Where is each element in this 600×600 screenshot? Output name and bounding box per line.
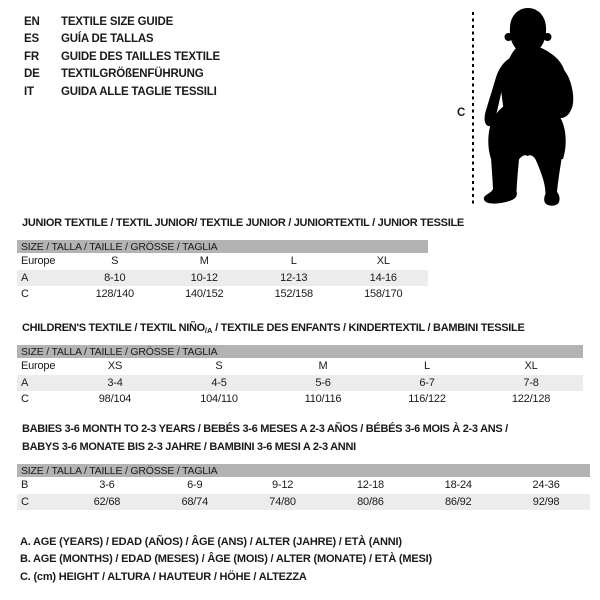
cell: XL (524, 360, 538, 373)
table-row (17, 286, 428, 303)
cell: M (199, 255, 209, 268)
language-code: FR (24, 50, 39, 63)
cell: XS (107, 360, 123, 373)
language-code: IT (24, 85, 34, 98)
language-title: GUÍA DE TALLAS (61, 33, 154, 46)
cell: S (111, 255, 119, 268)
cell: 140/152 (185, 288, 224, 301)
row-label: C (21, 393, 29, 406)
cell: 24-36 (532, 479, 560, 492)
cell: 3-6 (99, 479, 115, 492)
table-header-row (17, 240, 428, 253)
title-part: CHILDREN'S TEXTILE / TEXTIL NIÑO (22, 322, 205, 334)
cell: 6-7 (375, 375, 479, 392)
cell: 128/140 (95, 288, 134, 301)
cell: 14-16 (339, 270, 429, 287)
table-row (17, 477, 590, 494)
cell: 92/98 (502, 494, 590, 511)
language-code: EN (24, 15, 40, 28)
cell: 4-5 (167, 375, 271, 392)
table-row (17, 270, 428, 287)
size-header-cell: SIZE / TALLA / TAILLE / GRÖSSE / TAGLIA (17, 464, 590, 477)
children-table-title (22, 320, 525, 340)
table-row (17, 358, 583, 375)
legend-line-b: B. AGE (MONTHS) / EDAD (MESES) / ÂGE (MOIS) / ALTER (MONATE) / ETÀ (MESI) (20, 553, 432, 566)
cell: 80/86 (326, 494, 414, 511)
language-title: TEXTILE SIZE GUIDE (61, 15, 174, 28)
cell: 10-12 (160, 270, 250, 287)
row-label: A (17, 375, 63, 392)
language-code: DE (24, 68, 40, 81)
title-line: BABIES 3-6 MONTH TO 2-3 YEARS / BEBÉS 3-6 MESES A 2-3 AÑOS / BÉBÉS 3-6 MOIS À 2-3 ANS / (22, 423, 508, 435)
table-header-row (17, 345, 583, 358)
cell: 6-9 (187, 479, 203, 492)
table-row (17, 253, 428, 270)
cell: 158/170 (364, 288, 403, 301)
row-label: A (17, 270, 70, 287)
language-title-list (24, 13, 220, 101)
measurement-legend (20, 534, 432, 586)
cell: L (290, 255, 297, 268)
baby-silhouette-icon (484, 8, 573, 206)
children-size-table (17, 345, 583, 408)
cell: 5-6 (271, 375, 375, 392)
height-measure-label: C (457, 107, 466, 119)
cell: 152/158 (274, 288, 313, 301)
language-title: GUIDA ALLE TAGLIE TESSILI (61, 85, 217, 98)
title-subscript: /A (204, 326, 213, 335)
language-row (24, 13, 220, 31)
row-label: B (21, 479, 29, 492)
title-part: / TEXTILE DES ENFANTS / KINDERTEXTIL / BAMBINI TESSILE (212, 322, 525, 334)
cell: L (424, 360, 430, 373)
cell: 116/122 (408, 393, 446, 406)
row-label: Europe (21, 360, 56, 373)
cell: 74/80 (239, 494, 327, 511)
row-label: C (17, 494, 63, 511)
babies-size-table (17, 464, 590, 510)
cell: 8-10 (70, 270, 160, 287)
cell: 122/128 (511, 393, 551, 406)
language-row (24, 31, 220, 49)
table-header-row (17, 464, 590, 477)
table-row (17, 375, 583, 392)
language-row (24, 48, 220, 66)
size-header-cell: SIZE / TALLA / TAILLE / GRÖSSE / TAGLIA (17, 345, 583, 358)
cell: 68/74 (151, 494, 239, 511)
size-header-cell: SIZE / TALLA / TAILLE / GRÖSSE / TAGLIA (17, 240, 428, 253)
cell: 12-13 (249, 270, 339, 287)
row-label: Europe (21, 255, 56, 268)
cell: 7-8 (479, 375, 583, 392)
language-title: TEXTILGRÖßENFÜHRUNG (61, 68, 204, 81)
cell: 3-4 (63, 375, 167, 392)
legend-line-a: A. AGE (YEARS) / EDAD (AÑOS) / ÂGE (ANS) / ALTER (JAHRE) / ETÀ (ANNI) (20, 536, 402, 548)
title-line: BABYS 3-6 MONATE BIS 2-3 JAHRE / BAMBINI 3-6 MESI A 2-3 ANNI (22, 440, 356, 453)
baby-silhouette-figure (450, 0, 600, 215)
cell: 18-24 (444, 479, 472, 492)
cell: 9-12 (271, 479, 294, 492)
cell: S (215, 360, 223, 373)
junior-size-table (17, 240, 428, 303)
cell: 104/110 (200, 393, 238, 406)
language-row (24, 83, 220, 101)
cell: XL (376, 255, 390, 268)
babies-table-title (22, 421, 508, 456)
junior-table-title: JUNIOR TEXTILE / TEXTIL JUNIOR/ TEXTILE JUNIOR / JUNIORTEXTIL / JUNIOR TESSILE (22, 217, 464, 229)
cell: 62/68 (63, 494, 151, 511)
row-label: C (21, 288, 29, 301)
cell: 110/116 (304, 393, 342, 406)
cell: 86/92 (414, 494, 502, 511)
cell: M (318, 360, 328, 373)
legend-line-c: C. (cm) HEIGHT / ALTURA / HAUTEUR / HÖHE / ALTEZZA (20, 570, 307, 583)
table-row (17, 391, 583, 408)
language-title: GUIDE DES TAILLES TEXTILE (61, 50, 220, 63)
cell: 12-18 (356, 479, 384, 492)
table-row (17, 494, 590, 511)
language-row (24, 66, 220, 84)
cell: 98/104 (98, 393, 132, 406)
language-code: ES (24, 33, 39, 46)
